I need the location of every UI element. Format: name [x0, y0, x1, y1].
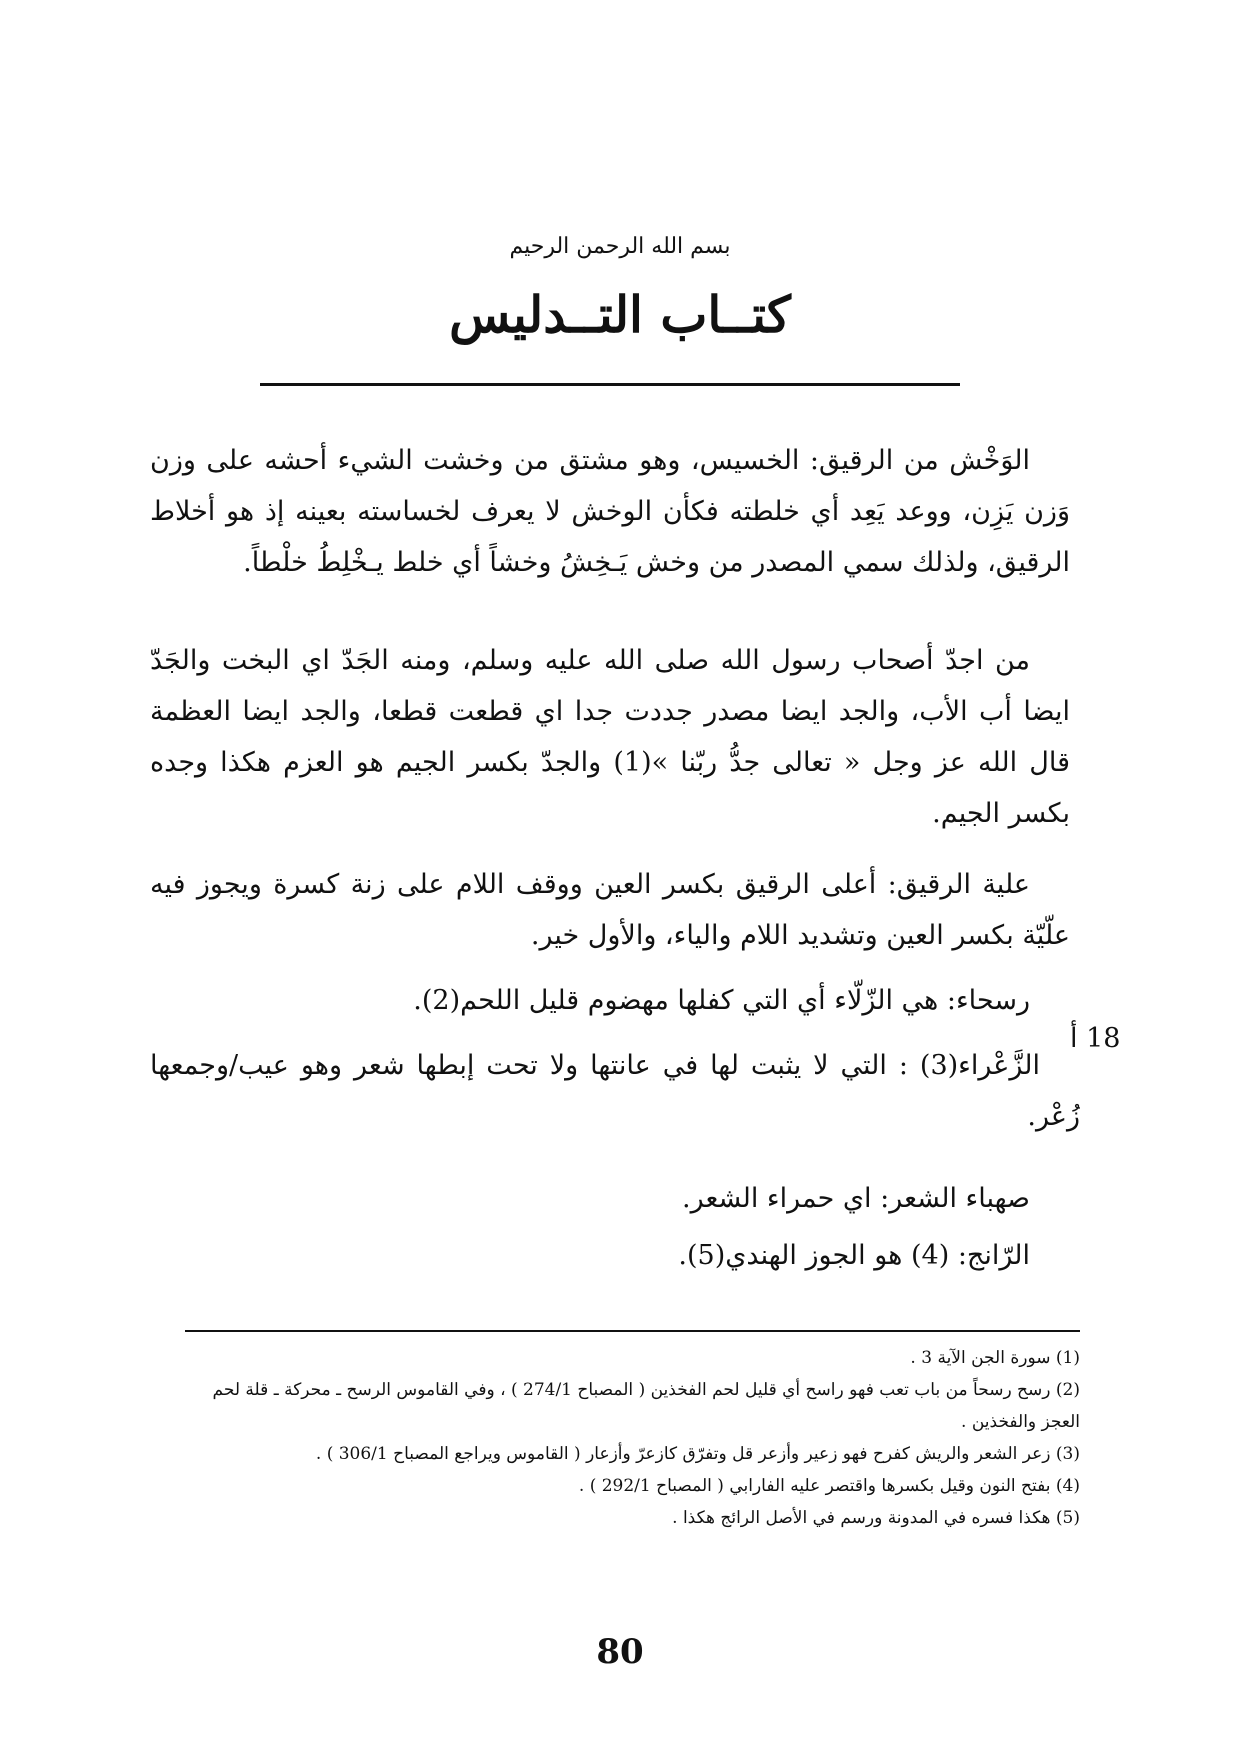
- paragraph-sahbaa: صهباء الشعر: اي حمراء الشعر.: [682, 1183, 1030, 1214]
- footnote-item: (1) سورة الجن الآية 3 .: [910, 1348, 1080, 1368]
- folio-margin-note: 18 أ: [1070, 1023, 1121, 1054]
- footnote-item: (2) رسح رسحاً من باب تعب فهو راسح أي قليل لحم الفخذين ( المصباح 274/1 ) ، وفي القاموس الرسح ـ محركة ـ قلة لحم العجز والفخذين .: [212, 1380, 1080, 1432]
- footnote-divider: [185, 1330, 1080, 1332]
- paragraph-rashaa: رسحاء: هي الزّلّاء أي التي كفلها مهضوم قليل اللحم(2).: [413, 985, 1030, 1016]
- paragraph-jadd: من اجدّ أصحاب رسول الله صلى الله عليه وسلم، ومنه الجَدّ اي البخت والجَدّ ايضا أب الأب، والجد ايضا مصدر جددت جدا اي قطعت قطعا، والجد ايضا العظمة قال الله عز وجل « تعالى جدُّ ربّنا »(1) والجدّ بكسر الجيم هو العزم هكذا وجده بكسر الجيم.: [150, 645, 1070, 829]
- paragraph-ranij: الرّانج: (4) هو الجوز الهندي(5).: [678, 1240, 1030, 1271]
- chapter-title: كتــاب التــدليس: [449, 285, 791, 344]
- basmala: بسم الله الرحمن الرحيم: [509, 234, 731, 259]
- paragraph-wakhsh: الوَخْش من الرقيق: الخسيس، وهو مشتق من وخشت الشيء أحشه على وزن وَزن يَزِن، ووعد يَعِد أي خلطته فكأن الوخش لا يعرف لخساسته بعينه إذ هو أخلاط الرقيق، ولذلك سمي المصدر من وخش يَـخِشُ وخشاً أي خلط يـخْلِطُ خلْطاً.: [150, 445, 1070, 578]
- footnote-item: (5) هكذا فسره في المدونة ورسم في الأصل الرائج هكذا .: [672, 1508, 1080, 1528]
- footnote-item: (4) بفتح النون وقيل بكسرها واقتصر عليه الفارابي ( المصباح 292/1 ) .: [578, 1476, 1080, 1496]
- paragraph-illiyya: علية الرقيق: أعلى الرقيق بكسر العين ووقف اللام على زنة كسرة ويجوز فيه علّيّة بكسر العين وتشديد اللام والياء، والأول خير.: [150, 869, 1070, 951]
- footnote-item: (3) زعر الشعر والريش كفرح فهو زعير وأزعر قل وتفرّق كازعرّ وأزعار ( القاموس ويراجع المصباح 306/1 ) .: [315, 1444, 1080, 1464]
- footnotes: [185, 1342, 1080, 1534]
- title-divider: [260, 383, 960, 386]
- page-number: 80: [596, 1632, 644, 1672]
- paragraph-zaraa: الزَّعْراء(3) : التي لا يثبت لها في عانتها ولا تحت إبطها شعر وهو عيب/وجمعها زُعْر.: [150, 1050, 1080, 1132]
